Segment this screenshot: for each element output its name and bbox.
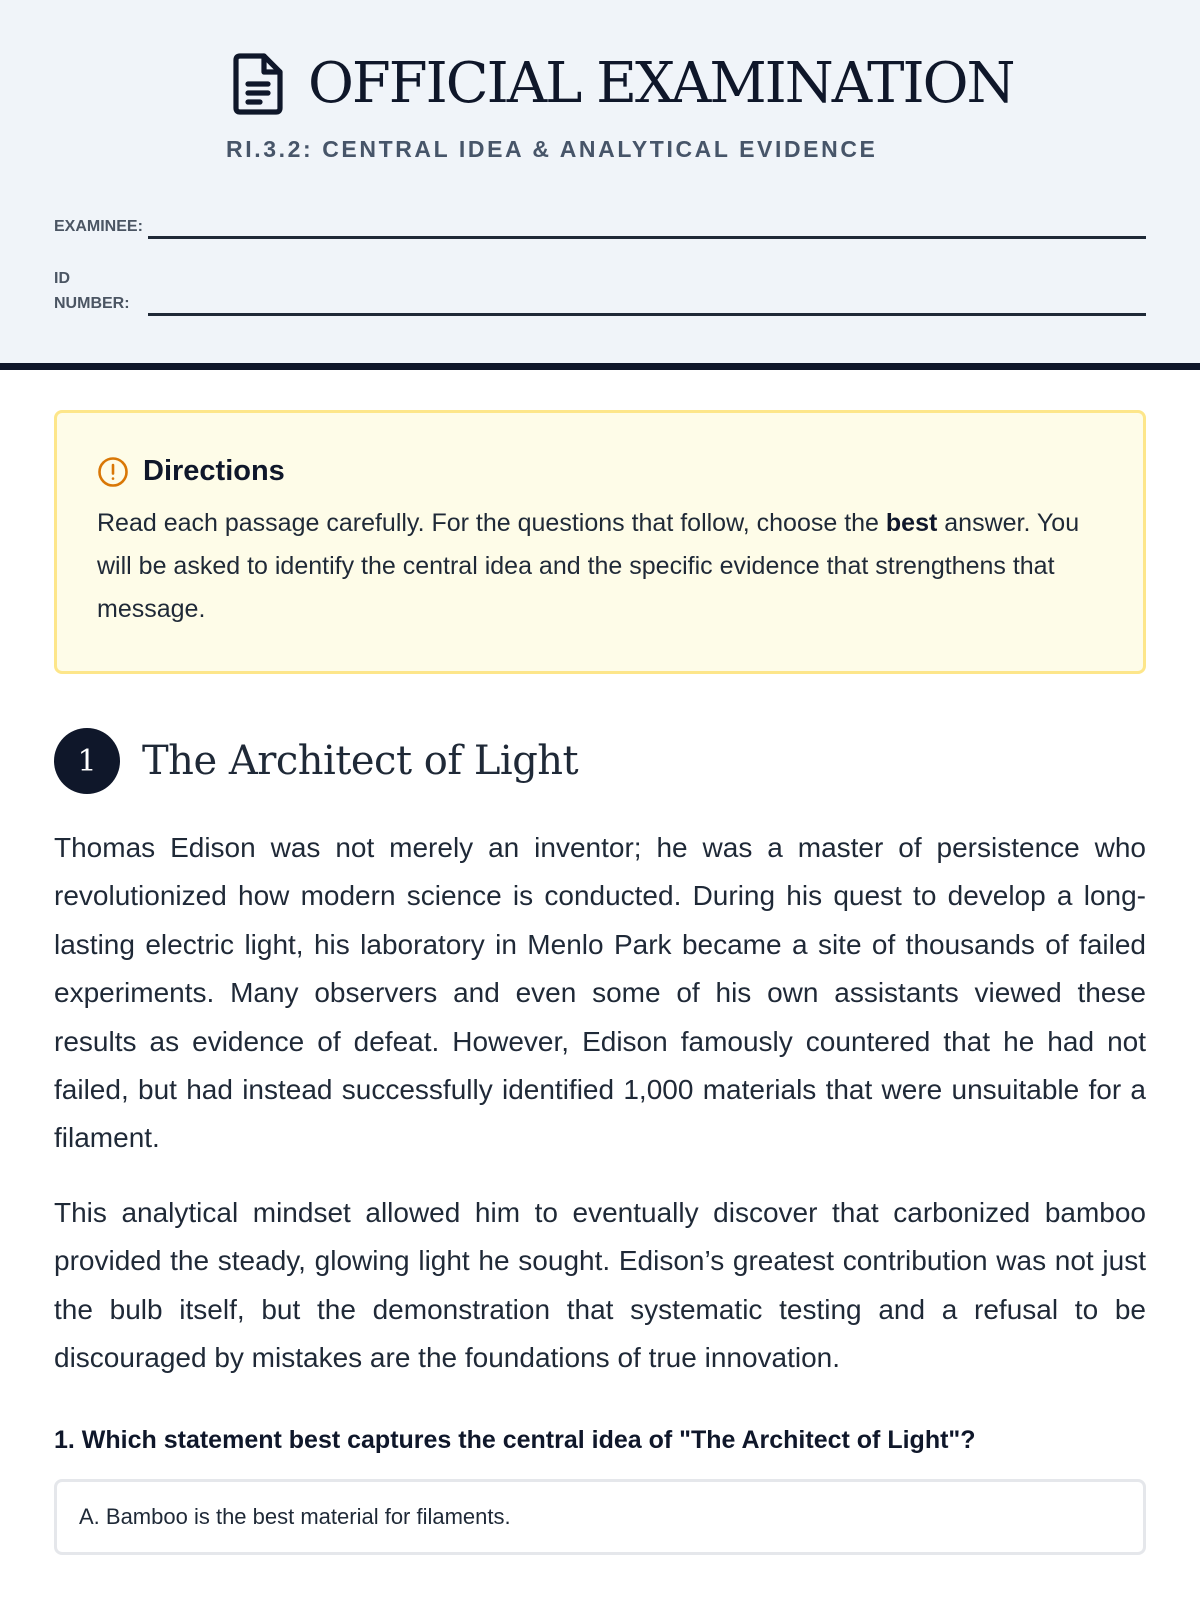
question-prompt: 1. Which statement best captures the central idea of "The Architect of Light"?	[54, 1426, 976, 1455]
examinee-field[interactable]	[54, 214, 1146, 239]
answer-option-a[interactable]: A. Bamboo is the best material for filaments.	[54, 1479, 1146, 1555]
examinee-input-line[interactable]	[148, 235, 1146, 239]
id-number-label: ID NUMBER:	[54, 270, 130, 312]
directions-text-part: Read each passage carefully. For the questions that follow, choose the	[97, 509, 886, 537]
id-number-field[interactable]	[54, 266, 1146, 316]
directions-box	[54, 410, 1146, 674]
alert-circle-icon	[97, 456, 129, 488]
passage-title: The Architect of Light	[142, 738, 579, 784]
directions-emphasis: best	[885, 509, 938, 537]
examinee-label: EXAMINEE:	[54, 218, 143, 235]
passage-number-badge: 1	[54, 728, 120, 794]
directions-title: Directions	[143, 455, 285, 487]
passage-header	[54, 728, 1146, 794]
exam-header	[0, 0, 1200, 370]
title-row	[230, 52, 1014, 116]
page-subtitle: RI.3.2: CENTRAL IDEA & ANALYTICAL EVIDENCE	[226, 136, 878, 162]
directions-text	[97, 502, 1101, 631]
exam-content	[0, 410, 1200, 1555]
page-title: OFFICIAL EXAMINATION	[308, 51, 1014, 116]
passage-paragraph: This analytical mindset allowed him to eventually discover that carbonized bamboo provided the steady, glowing light he sought. Edison’s greatest contribution was not just the bulb itself, but the demonstration that systematic testing and a refusal to be discouraged by mistakes are the foundations of true innovation.	[54, 1196, 1146, 1374]
directions-text-part: answer. You will be asked to identify the central idea and the specific evidence that strengthens that message.	[97, 509, 1080, 623]
id-number-input-line[interactable]	[148, 312, 1146, 316]
directions-header	[97, 455, 1101, 488]
passage-paragraph: Thomas Edison was not merely an inventor; he was a master of persistence who revolutionized how modern science is conducted. During his quest to develop a long-lasting electric light, his laboratory in Menlo Park became a site of thousands of failed experiments. Many observers and even some of his own assistants viewed these results as evidence of defeat. However, Edison famously countered that he had not failed, but had instead successfully identified 1,000 materials that were unsuitable for a filament.	[54, 832, 1146, 1154]
document-icon	[230, 52, 286, 116]
